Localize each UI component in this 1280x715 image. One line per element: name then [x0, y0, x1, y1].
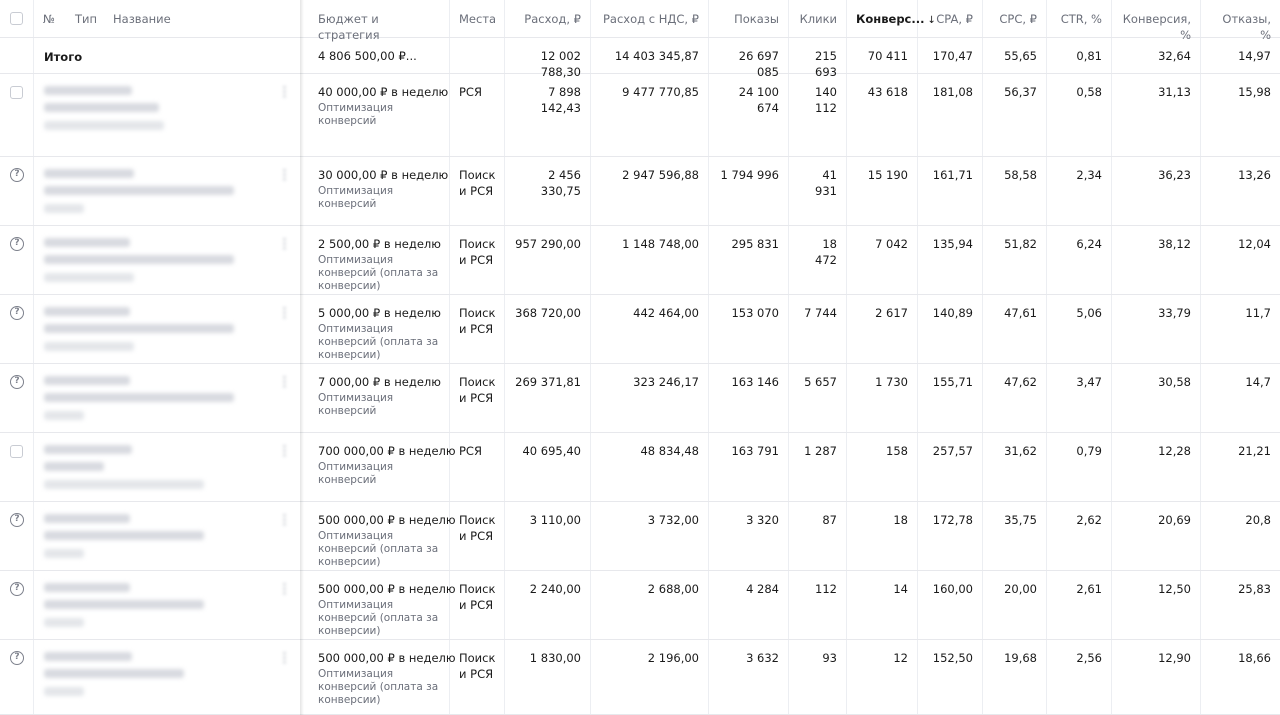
cpa-cell: 257,57: [918, 433, 983, 501]
strategy-label: Оптимизация конверсий: [318, 185, 394, 210]
expense-cell: 2 240,00: [505, 571, 591, 639]
budget-amount: 500 000,00 ₽ в неделю: [318, 582, 456, 596]
impressions-cell: 163 146: [709, 364, 789, 432]
redacted-text: [44, 86, 132, 95]
expense-vat-cell: 323 246,17: [591, 364, 709, 432]
bounces-cell: 15,98: [1238, 85, 1271, 99]
header-conversions-label: Конверс...: [856, 12, 925, 26]
cpc-cell: 31,62: [983, 433, 1047, 501]
conversions-cell: 1 730: [847, 364, 918, 432]
placements-cell: Поиск и РСЯ: [450, 157, 505, 225]
budget-strategy-cell[interactable]: [309, 157, 450, 225]
conversions-cell: 14: [847, 571, 918, 639]
header-ctr[interactable]: [1047, 0, 1112, 37]
conversions-cell: 43 618: [847, 74, 918, 156]
cpc-cell: 56,37: [983, 74, 1047, 156]
redacted-text: [44, 411, 84, 420]
strategy-label: Оптимизация конверсий: [318, 392, 394, 417]
impressions-cell: 163 791: [709, 433, 789, 501]
impressions-cell: 4 284: [709, 571, 789, 639]
redacted-text: [44, 687, 84, 696]
total-label: Итого: [44, 50, 83, 64]
redacted-text: [44, 669, 184, 678]
header-expense[interactable]: [505, 0, 591, 37]
conversions-cell: 15 190: [847, 157, 918, 225]
header-clicks-label: Клики: [799, 12, 837, 26]
header-impressions[interactable]: [709, 0, 789, 37]
header-conversion-rate[interactable]: [1112, 0, 1201, 42]
redacted-text: [44, 393, 234, 402]
expense-vat-cell: 2 688,00: [591, 571, 709, 639]
budget-amount: 500 000,00 ₽ в неделю: [318, 651, 456, 665]
bounces-cell: 18,66: [1238, 651, 1271, 665]
question-circle-icon[interactable]: ?: [10, 513, 24, 527]
budget-strategy-cell[interactable]: [309, 226, 450, 294]
redacted-text: [44, 273, 134, 282]
table-row[interactable]: [0, 502, 1280, 571]
clicks-cell: 41 931: [789, 157, 847, 225]
row-status-cell: [0, 364, 34, 432]
bounces-cell: 20,8: [1245, 513, 1271, 527]
header-select-cell: [0, 0, 34, 37]
clicks-cell: 140 112: [789, 74, 847, 156]
conversions-cell: 18: [847, 502, 918, 570]
campaign-name-cell-blurred[interactable]: [34, 226, 302, 294]
row-status-cell: [0, 74, 34, 156]
table-row[interactable]: [0, 364, 1280, 433]
total-expense: 12 002 788,30: [505, 38, 591, 73]
bounces-cell: 21,21: [1238, 444, 1271, 458]
more-vertical-icon[interactable]: [283, 444, 286, 457]
expense-vat-cell: 1 148 748,00: [591, 226, 709, 294]
campaign-name-cell-blurred[interactable]: [34, 502, 302, 570]
placements-cell: Поиск и РСЯ: [450, 364, 505, 432]
header-clicks[interactable]: [789, 0, 847, 37]
question-circle-icon[interactable]: ?: [10, 582, 24, 596]
header-expense-vat[interactable]: [591, 0, 709, 37]
row-status-cell: [0, 226, 34, 294]
bounces-cell: 11,7: [1245, 306, 1271, 320]
row-status-cell: [0, 502, 34, 570]
cpa-cell: 135,94: [918, 226, 983, 294]
budget-amount: 2 500,00 ₽ в неделю: [318, 237, 441, 251]
header-cpc[interactable]: [983, 0, 1047, 37]
header-type[interactable]: Тип: [75, 12, 98, 26]
cpc-cell: 19,68: [983, 640, 1047, 714]
redacted-text: [44, 600, 204, 609]
cpa-cell: 172,78: [918, 502, 983, 570]
cpc-cell: 58,58: [983, 157, 1047, 225]
redacted-text: [44, 238, 130, 247]
budget-amount: 5 000,00 ₽ в неделю: [318, 306, 441, 320]
impressions-cell: 3 320: [709, 502, 789, 570]
header-expense-label: Расход, ₽: [524, 12, 581, 26]
ctr-cell: 2,34: [1047, 157, 1112, 225]
campaign-name-cell-blurred[interactable]: [34, 74, 302, 156]
cpa-cell: 161,71: [918, 157, 983, 225]
header-bounces-label: Отказы, %: [1222, 12, 1271, 42]
cpa-cell: 152,50: [918, 640, 983, 714]
budget-strategy-cell[interactable]: [309, 433, 456, 501]
strategy-label: Оптимизация конверсий: [318, 461, 394, 486]
budget-amount: 700 000,00 ₽ в неделю: [318, 444, 456, 458]
sticky-column-shadow: [300, 0, 304, 715]
ctr-cell: 3,47: [1047, 364, 1112, 432]
header-name-cell: [34, 0, 302, 37]
conversion-rate-cell: 38,12: [1112, 226, 1201, 294]
question-circle-icon[interactable]: ?: [10, 375, 24, 389]
strategy-label: Оптимизация конверсий (оплата за конверсии): [318, 668, 439, 706]
ctr-cell: 0,79: [1047, 433, 1112, 501]
expense-vat-cell: 2 947 596,88: [591, 157, 709, 225]
cpa-cell: 160,00: [918, 571, 983, 639]
select-all-checkbox[interactable]: [10, 12, 23, 25]
total-conversion-rate: 32,64: [1112, 38, 1201, 73]
expense-cell: 2 456 330,75: [505, 157, 591, 225]
placements-cell: Поиск и РСЯ: [450, 640, 505, 714]
campaign-name-cell-blurred[interactable]: [34, 433, 302, 501]
header-budget-label: Бюджет и стратегия: [318, 12, 380, 42]
total-cpc: 55,65: [983, 38, 1047, 73]
table-header: [0, 0, 1280, 42]
strategy-label: Оптимизация конверсий: [318, 102, 394, 127]
header-bounces[interactable]: [1201, 0, 1280, 42]
total-empty-cell: [0, 38, 34, 73]
cpa-cell: 181,08: [918, 74, 983, 156]
strategy-label: Оптимизация конверсий (оплата за конверсии): [318, 530, 439, 568]
clicks-cell: 87: [789, 502, 847, 570]
strategy-label: Оптимизация конверсий (оплата за конверсии): [318, 599, 439, 637]
clicks-cell: 1 287: [789, 433, 847, 501]
redacted-text: [44, 652, 132, 661]
header-conversions[interactable]: [847, 0, 936, 37]
question-circle-icon[interactable]: ?: [10, 237, 24, 251]
budget-amount: 500 000,00 ₽ в неделю: [318, 513, 456, 527]
redacted-text: [44, 307, 130, 316]
header-cpa-label: CPA, ₽: [936, 12, 973, 26]
impressions-cell: 24 100 674: [709, 74, 789, 156]
redacted-text: [44, 255, 234, 264]
redacted-text: [44, 531, 204, 540]
bounces-cell: 13,26: [1238, 168, 1271, 182]
expense-cell: 3 110,00: [505, 502, 591, 570]
expense-cell: 957 290,00: [505, 226, 591, 294]
table-row[interactable]: [0, 433, 1280, 502]
placements-cell: Поиск и РСЯ: [450, 226, 505, 294]
conversions-cell: 2 617: [847, 295, 918, 363]
table-row[interactable]: [0, 571, 1280, 640]
budget-strategy-cell[interactable]: [309, 640, 456, 714]
row-select-checkbox[interactable]: [10, 445, 23, 458]
header-expense-vat-label: Расход с НДС, ₽: [602, 12, 699, 26]
campaign-name-cell-blurred[interactable]: [34, 157, 302, 225]
total-bounces: 14,97: [1238, 49, 1271, 63]
campaign-name-cell-blurred[interactable]: [34, 571, 302, 639]
budget-amount: 30 000,00 ₽ в неделю: [318, 168, 449, 182]
clicks-cell: 7 744: [789, 295, 847, 363]
budget-strategy-cell[interactable]: [309, 571, 456, 639]
conversions-cell: 158: [847, 433, 918, 501]
impressions-cell: 153 070: [709, 295, 789, 363]
clicks-cell: 18 472: [789, 226, 847, 294]
header-placements-label: Места: [459, 12, 497, 26]
conversion-rate-cell: 12,50: [1112, 571, 1201, 639]
redacted-text: [44, 462, 104, 471]
expense-cell: 1 830,00: [505, 640, 591, 714]
redacted-text: [44, 204, 84, 213]
table-row[interactable]: [0, 157, 1280, 226]
total-budget: 4 806 500,00 ₽...: [309, 38, 450, 73]
more-vertical-icon[interactable]: [283, 375, 286, 388]
header-placements[interactable]: [450, 0, 505, 37]
bounces-cell: 14,7: [1245, 375, 1271, 389]
cpc-cell: 20,00: [983, 571, 1047, 639]
total-cpa: 170,47: [918, 38, 983, 73]
question-circle-icon[interactable]: ?: [10, 651, 24, 665]
row-status-cell: [0, 571, 34, 639]
more-vertical-icon[interactable]: [283, 651, 286, 664]
cpa-cell: 140,89: [918, 295, 983, 363]
conversion-rate-cell: 31,13: [1112, 74, 1201, 156]
budget-amount: 7 000,00 ₽ в неделю: [318, 375, 441, 389]
redacted-text: [44, 342, 134, 351]
bounces-cell: 12,04: [1238, 237, 1271, 251]
campaign-name-cell-blurred[interactable]: [34, 640, 302, 714]
conversion-rate-cell: 12,90: [1112, 640, 1201, 714]
conversion-rate-cell: 33,79: [1112, 295, 1201, 363]
expense-vat-cell: 2 196,00: [591, 640, 709, 714]
cpc-cell: 47,62: [983, 364, 1047, 432]
impressions-cell: 295 831: [709, 226, 789, 294]
redacted-text: [44, 376, 130, 385]
total-impressions: 26 697 085: [709, 38, 789, 73]
header-budget[interactable]: [309, 0, 450, 42]
table-row[interactable]: [0, 295, 1280, 364]
ctr-cell: 2,62: [1047, 502, 1112, 570]
more-vertical-icon[interactable]: [283, 237, 286, 250]
redacted-text: [44, 186, 234, 195]
conversions-cell: 7 042: [847, 226, 918, 294]
table-row[interactable]: [0, 74, 1280, 157]
total-conversions: 70 411: [847, 38, 918, 73]
more-vertical-icon[interactable]: [283, 85, 286, 98]
redacted-text: [44, 445, 132, 454]
ctr-cell: 0,58: [1047, 74, 1112, 156]
total-clicks: 215 693: [789, 38, 847, 73]
header-ctr-label: CTR, %: [1060, 12, 1102, 26]
conversions-cell: 12: [847, 640, 918, 714]
impressions-cell: 3 632: [709, 640, 789, 714]
redacted-text: [44, 618, 84, 627]
total-row: [0, 38, 1280, 79]
total-label-cell: [34, 38, 302, 73]
expense-cell: 269 371,81: [505, 364, 591, 432]
expense-vat-cell: 3 732,00: [591, 502, 709, 570]
expense-vat-cell: 9 477 770,85: [591, 74, 709, 156]
placements-cell: Поиск и РСЯ: [450, 295, 505, 363]
conversion-rate-cell: 36,23: [1112, 157, 1201, 225]
total-ctr: 0,81: [1047, 38, 1112, 73]
expense-vat-cell: 442 464,00: [591, 295, 709, 363]
row-status-cell: [0, 433, 34, 501]
campaign-name-cell-blurred[interactable]: [34, 364, 302, 432]
total-expense-vat: 14 403 345,87: [591, 38, 709, 73]
placements-cell: РСЯ: [450, 433, 505, 501]
cpc-cell: 35,75: [983, 502, 1047, 570]
header-number[interactable]: №: [43, 12, 55, 26]
redacted-text: [44, 549, 84, 558]
ctr-cell: 6,24: [1047, 226, 1112, 294]
header-impressions-label: Показы: [734, 12, 779, 26]
redacted-text: [44, 103, 159, 112]
strategy-label: Оптимизация конверсий (оплата за конверсии): [318, 323, 439, 361]
expense-cell: 40 695,40: [505, 433, 591, 501]
redacted-text: [44, 121, 164, 130]
conversion-rate-cell: 20,69: [1112, 502, 1201, 570]
expense-cell: 7 898 142,43: [505, 74, 591, 156]
strategy-label: Оптимизация конверсий (оплата за конверсии): [318, 254, 439, 292]
row-status-cell: [0, 295, 34, 363]
cpa-cell: 155,71: [918, 364, 983, 432]
question-circle-icon[interactable]: ?: [10, 168, 24, 182]
bounces-cell: 25,83: [1238, 582, 1271, 596]
ctr-cell: 2,56: [1047, 640, 1112, 714]
cpc-cell: 47,61: [983, 295, 1047, 363]
redacted-text: [44, 169, 134, 178]
more-vertical-icon[interactable]: [283, 513, 286, 526]
campaign-name-cell-blurred[interactable]: [34, 295, 302, 363]
row-status-cell: [0, 640, 34, 714]
redacted-text: [44, 583, 130, 592]
redacted-text: [44, 324, 234, 333]
impressions-cell: 1 794 996: [709, 157, 789, 225]
total-placements: [450, 38, 505, 73]
budget-strategy-cell[interactable]: [309, 295, 450, 363]
more-vertical-icon[interactable]: [283, 306, 286, 319]
row-select-checkbox[interactable]: [10, 86, 23, 99]
redacted-text: [44, 514, 130, 523]
clicks-cell: 93: [789, 640, 847, 714]
more-vertical-icon[interactable]: [283, 582, 286, 595]
question-circle-icon[interactable]: ?: [10, 306, 24, 320]
clicks-cell: 112: [789, 571, 847, 639]
budget-amount: 40 000,00 ₽ в неделю: [318, 85, 449, 99]
conversion-rate-cell: 12,28: [1112, 433, 1201, 501]
header-conversion-rate-label: Конверсия, %: [1122, 12, 1191, 42]
expense-cell: 368 720,00: [505, 295, 591, 363]
ctr-cell: 5,06: [1047, 295, 1112, 363]
redacted-text: [44, 480, 204, 489]
header-cpc-label: CPC, ₽: [999, 12, 1037, 26]
expense-vat-cell: 48 834,48: [591, 433, 709, 501]
sort-desc-arrow-icon: ↓: [927, 15, 936, 26]
table-row[interactable]: [0, 640, 1280, 715]
budget-strategy-cell[interactable]: [309, 502, 456, 570]
placements-cell: РСЯ: [450, 74, 505, 156]
conversion-rate-cell: 30,58: [1112, 364, 1201, 432]
ctr-cell: 2,61: [1047, 571, 1112, 639]
cpc-cell: 51,82: [983, 226, 1047, 294]
header-cpa[interactable]: [918, 0, 983, 37]
budget-strategy-cell[interactable]: [309, 364, 450, 432]
budget-strategy-cell[interactable]: [309, 74, 450, 156]
row-status-cell: [0, 157, 34, 225]
placements-cell: Поиск и РСЯ: [450, 502, 505, 570]
table-row[interactable]: [0, 226, 1280, 295]
placements-cell: Поиск и РСЯ: [450, 571, 505, 639]
more-vertical-icon[interactable]: [283, 168, 286, 181]
clicks-cell: 5 657: [789, 364, 847, 432]
header-name[interactable]: Название: [113, 12, 171, 26]
